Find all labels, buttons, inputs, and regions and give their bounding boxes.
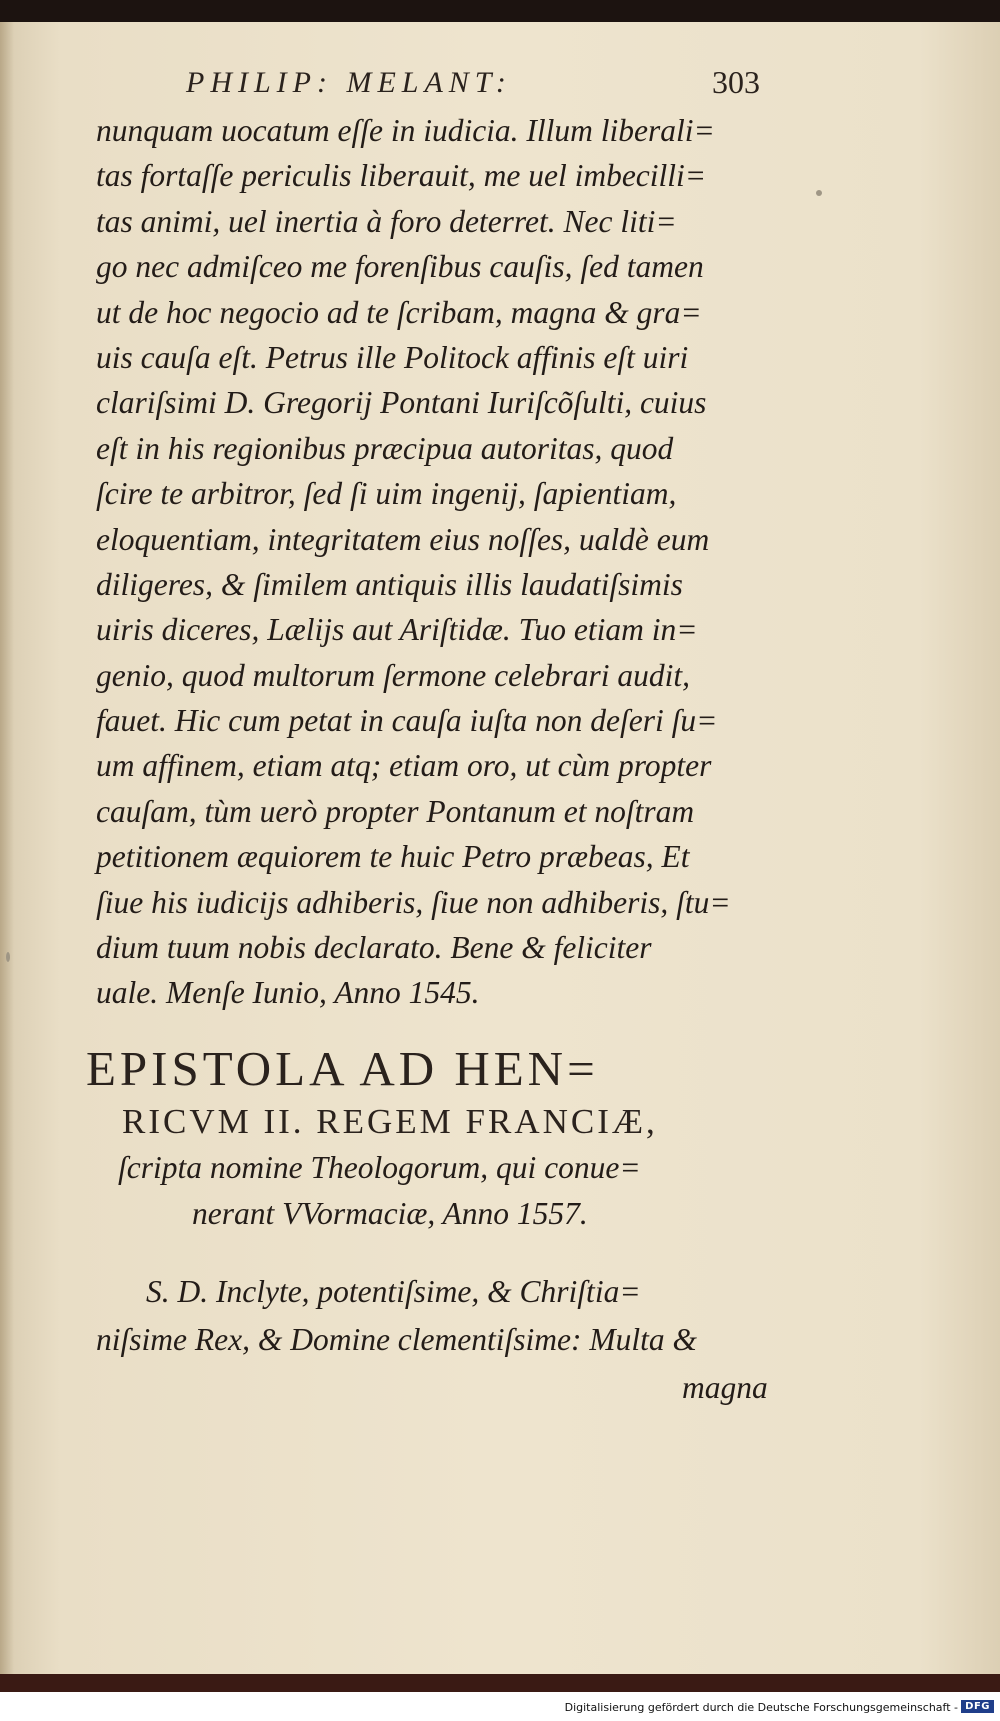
text-line: ut de hoc negocio ad te ſcribam, magna & gra= [96, 294, 702, 330]
book-edge [0, 1674, 1000, 1692]
section-heading-line-2: RICVM II. REGEM FRANCIÆ, [122, 1102, 658, 1141]
text-line: fauet. Hic cum petat in cauſa iuſta non deſeri ſu= [96, 703, 718, 739]
footer-credit: Digitalisierung gefördert durch die Deutsche Forschungsgemeinschaft - [564, 1701, 958, 1714]
text-line: genio, quod multorum ſermone celebrari audit, [96, 657, 691, 693]
section-heading-line-1: EPISTOLA AD HEN= [86, 1041, 599, 1096]
section-subheading-line-2: nerant VVormaciæ, Anno 1557. [192, 1196, 588, 1231]
section-subheading-line-1: ſcripta nomine Theologorum, qui conue= [118, 1150, 641, 1185]
text-line: diligeres, & ſimilem antiquis illis laudatiſsimis [96, 566, 683, 602]
salutation-line-1: S. D. Inclyte, potentiſsime, & Chriſtia= [146, 1274, 641, 1309]
page-number: 303 [712, 64, 760, 100]
text-line: um affinem, etiam atq; etiam oro, ut cùm propter [96, 748, 712, 784]
text-line: cauſam, tùm uerò propter Pontanum et noſtram [96, 793, 695, 829]
text-line: petitionem æquiorem te huic Petro præbeas, Et [96, 839, 690, 875]
text-line: tas animi, uel inertia à foro deterret. Nec liti= [96, 203, 677, 239]
text-line: ſcire te arbitror, ſed ſi uim ingenij, ſapientiam, [96, 476, 677, 512]
letter-body [96, 108, 776, 1016]
running-head: PHILIP: MELANT: [186, 66, 512, 99]
dfg-logo: DFG [961, 1700, 994, 1713]
paper-speck [6, 952, 10, 962]
text-line: eſt in his regionibus præcipua autoritas, quod [96, 430, 674, 466]
text-line: uis cauſa eſt. Petrus ille Politock affinis eſt uiri [96, 339, 689, 375]
text-line: eloquentiam, integritatem eius noſſes, ualdè eum [96, 521, 710, 557]
text-line: go nec admiſceo me forenſibus cauſis, ſed tamen [96, 249, 704, 285]
text-line: uale. Menſe Iunio, Anno 1545. [96, 975, 480, 1011]
catchword: magna [682, 1370, 768, 1405]
text-line: nunquam uocatum eſſe in iudicia. Illum liberali= [96, 113, 715, 148]
paper-speck [816, 190, 822, 196]
text-line: uiris diceres, Lælijs aut Ariſtidæ. Tuo etiam in= [96, 612, 698, 648]
text-line: tas fortaſſe periculis liberauit, me uel imbecilli= [96, 158, 707, 194]
text-line: ſiue his iudicijs adhiberis, ſiue non adhiberis, ſtu= [96, 884, 731, 920]
text-line: dium tuum nobis declarato. Bene & feliciter [96, 930, 652, 966]
text-line: clariſsimi D. Gregorij Pontani Iuriſcõſulti, cuius [96, 385, 707, 421]
salutation-line-2: niſsime Rex, & Domine clementiſsime: Multa & [96, 1322, 697, 1357]
